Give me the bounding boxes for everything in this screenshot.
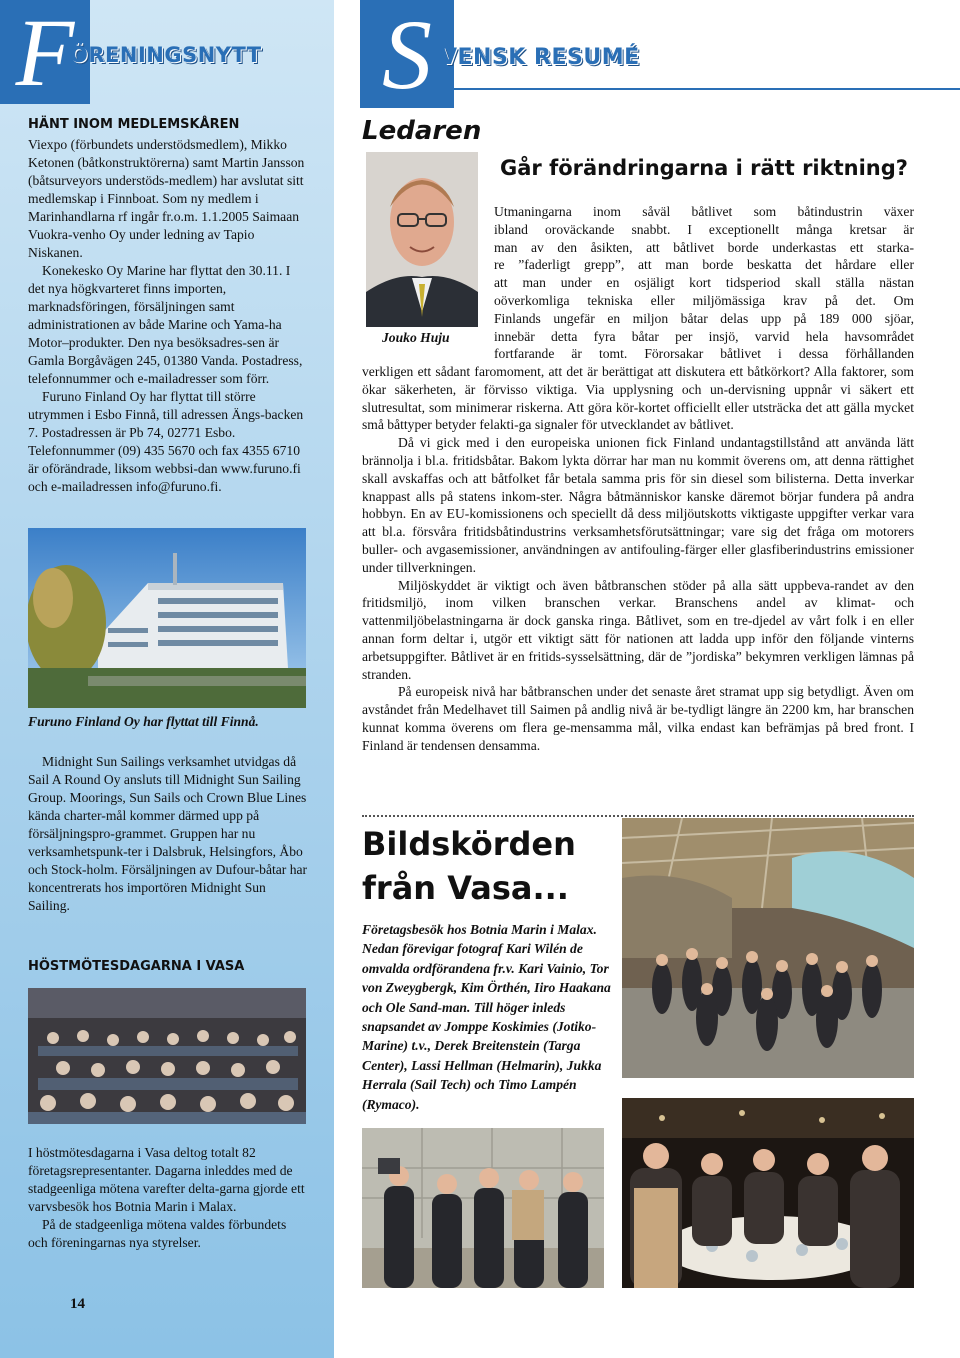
photo-chairmen bbox=[362, 1128, 604, 1288]
left-article-bottom bbox=[28, 1144, 308, 1252]
paragraph-hostmotes: I höstmötesdagarna i Vasa deltog totalt 82 företagsrepresentanter. Dagarna inleddes med de stadgeenliga mötena varefter delta-garna gjorde ett varvsbesök hos Botnia Marin i Malax. bbox=[28, 1145, 305, 1214]
body-paragraph-1: verkligen ett sådant faromoment, att det är berättigat att diskutera ett båtkörkort? Alla faktorer, som ökar säkerheten, är förvisso viktiga. Via upplysning och un-dervisning uppnår vi säkert ett slutresultat, som minimerar riskerna. Att göra kör-kortet officiellt eller utsträcka det att gälla mycket små båttyper betyder felakti-ga signaler för utvecklandet av båtlivet. bbox=[362, 364, 914, 433]
photo-factory-visit bbox=[622, 818, 914, 1078]
paragraph-furuno: Furuno Finland Oy har flyttat till större utrymmen i Esbo Finnå, till adressen Ängs-backen 7. Postadressen är Pb 74, 02771 Esbo. Telefonnummer (09) 435 5670 och fax 4355 6710 är oförändrade, liksom webbsi-dan www.furuno.fi och e-mailadressen info@furuno.fi. bbox=[28, 389, 304, 494]
caption-furuno: Furuno Finland Oy har flyttat till Finnå. bbox=[28, 714, 259, 729]
paragraph-styrelser: På de stadgeenliga mötena valdes förbundets och föreningarnas nya styrelser. bbox=[28, 1217, 287, 1250]
editorial-body bbox=[362, 363, 914, 755]
section-title-foreningsnytt: ÖRENINGSNYTT bbox=[70, 43, 262, 67]
heading-hostmotesdagarna: HÖSTMÖTESDAGARNA I VASA bbox=[28, 959, 245, 974]
intro-text: Utmaningarna inom såväl båtlivet som båtindustrin växer ibland oroväckande snabbt. I exceptionellt många kretsar är man av den åsikten, att båtlivet borde underkastas ett starka- re ”faderligt grepp”, att man borde beskatta det hårdare eller att man under en osjäligt kort tidsperiod skall ställa nästan oöverkomliga tekniska eller miljömässiga krav på det. Om Finlands ungefär en miljon båtar delas upp på 189 000 sjöar, innebär detta fyra båtar per insjö, varvid hela havsområdet fortfarande är tomt. Förorsakar båtlivet i dessa förhållanden bbox=[494, 204, 914, 362]
paragraph-members: Viexpo (förbundets understödsmedlem), Mikko Ketonen (båtkonstruktörerna) samt Martin Jansson (båtsurveyors understöds-medlem) har avslutat sitt medlemskap i Finnboat. Som ny medlem i Marinhandlarna rf ingår fr.o.m. 1.1.2005 Saimaan Vuokra-venho Oy under ledning av Tapio Niskanen. bbox=[28, 137, 305, 260]
headline-bildskorden: Bildskörden från Vasa... bbox=[362, 825, 576, 907]
body-paragraph-4: På europeisk nivå har båtbranschen under det senaste året stramat upp sig betydligt. Även om avståndet från Medelhavet till Saimen på andlig nivå är be-tydligt längre än 2200 km, har branschen kunnat komma överens om flera ge-mensamma mål, vilka endast kan befrämjas på bred front. I Finland är tendensen densamma. bbox=[362, 684, 914, 753]
header-rule bbox=[454, 88, 960, 90]
page-number: 14 bbox=[70, 1296, 85, 1312]
photo-furuno-building bbox=[28, 528, 306, 708]
section-title-svensk-resume: VENSK RESUMÉ bbox=[440, 45, 640, 70]
heading-hant-inom: HÄNT INOM MEDLEMSKÅREN bbox=[28, 117, 240, 132]
section-divider bbox=[362, 815, 914, 817]
paragraph-konekesko: Konekesko Oy Marine har flyttat den 30.11. I det nya högkvarteret finns importen, marknadsföringen, försäljningen samt administrationen av både Marine och Yama-ha Motor–produkter. Den nya besöksadres-sen är Gamla Borgåvägen 245, 01380 Vanda. Postadress, telefonnummer och e-mailadresser som förr. bbox=[28, 263, 303, 386]
body-paragraph-3: Miljöskyddet är viktigt och även båtbranschen stöder på alla sätt uppbeva-randet av den fritidsmiljö, inom vilken branschen verkar. Branschens andel av klimat- och vattenmiljöbelastningarna är dock ganska ringa. Båtlivet, som en tre-djedel av vårt folk i en eller annan form deltar i, utgör ett viktigt sätt för nationen att ladda upp inför den följande vinterns arbetsuppgifter. Båtlivet är en fritids-sysselsättning, där de ”jordiska” bekymren verkligen lämnas på stranden. bbox=[362, 577, 914, 682]
portrait-caption: Jouko Huju bbox=[382, 330, 450, 345]
photo-auditorium bbox=[28, 988, 306, 1124]
kicker-ledaren: Ledaren bbox=[362, 116, 482, 146]
left-article bbox=[28, 116, 308, 496]
section-initial-f: F bbox=[0, 0, 90, 104]
section-initial-s: S bbox=[360, 0, 454, 108]
photo-snapsandet bbox=[622, 1098, 914, 1288]
body-paragraph-2: Då vi gick med i den europeiska unionen fick Finland undantagstillstånd att använda lätt brännolja i bl.a. fritidsbåtar. Bakom lykta dörrar har man nu kommit överens om, att denna rättighet skall avskaffas och att båtfolket får betala samma pris för sin diesel som bilisterna. Detta inverkar knappast alls på statens inkom-ster. Några båtmänniskor kanske däremot börjar fundera på andra hobbyn. En av EU-komissionens och speciellt då dess miljöutskotts viktigaste uppgifter verkar vara att bl.a. försvåra fritidsbåtindustrins verksamhetsförutsättningar; vare sig det fråga om motorers buller- och avgasemissioner, användningen av antifouling-färger eller glasfiberindustrins emissioner under tillverkningen. bbox=[362, 435, 914, 575]
headline-ledaren: Går förändringarna i rätt riktning? bbox=[500, 156, 908, 180]
portrait-jouko-huju bbox=[366, 152, 478, 327]
paragraph-midnight-sun: Midnight Sun Sailings verksamhet utvidgas då Sail A Round Oy ansluts till Midnight Sun Sailing Group. Moorings, Sun Sails och Crown Blue Lines kända charter-mål kommer därmed upp på försäljningspro-grammet. Gruppen har nu verksamhetspunk-ter i Dalsbruk, Helsingfors, Åbo och Stock-holm. Försäljningen av Dufour-båtar har koncentrerats hos importören Midnight Sun Sailing. bbox=[28, 754, 308, 913]
photo-caption-vasa: Företagsbesök hos Botnia Marin i Malax. Nedan förevigar fotograf Kari Wilén de omvalda ordförandena fr.v. Kari Vainio, Tor von Zweygbergk, Kim Örthén, Iiro Haakana och Ole Sand-man. Till höger inleds snapsandet av Jomppe Koskimies (Jotiko-Marine) t.v., Derek Breitenstein (Targa Center), Lassi Hellman (Helmarin), Jukka Herrala (Sail Tech) och Timo Lampén (Rymaco). bbox=[362, 922, 611, 1112]
